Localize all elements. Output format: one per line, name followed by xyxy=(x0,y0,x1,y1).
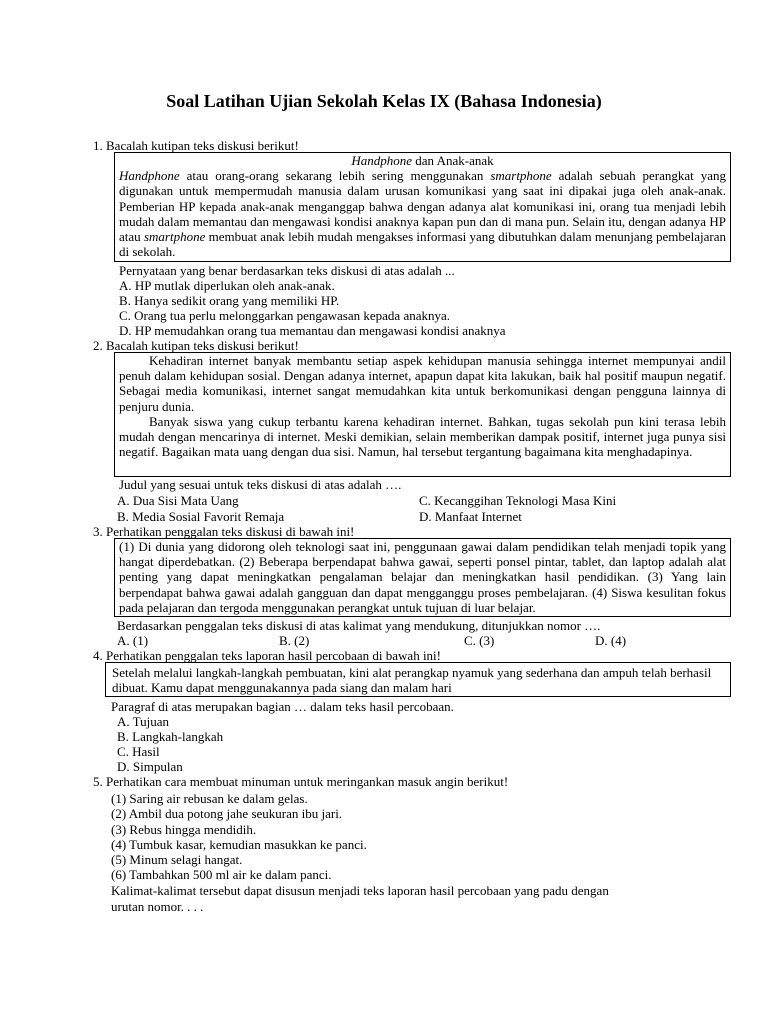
q5-question-line-2: urutan nomor. . . . xyxy=(111,899,204,914)
q1-question: Pernyataan yang benar berdasarkan teks diskusi di atas adalah ... xyxy=(119,263,455,278)
q5-step-3: (3) Rebus hingga mendidih. xyxy=(111,822,257,837)
q1-option-c[interactable]: C. Orang tua perlu melonggarkan pengawasan kepada anaknya. xyxy=(119,308,451,323)
q2-paragraph-1: Kehadiran internet banyak membantu setiap aspek kehidupan manusia sehingga internet mempunyai andil penuh dalam kehidupan sosial. Dengan adanya internet, apapun dapat kita lakukan, baik hal positif maupun negatif. Sebagai media komunikasi, internet sangat memudahkan kita untuk berkomunikasi dengan pengguna lainnya di penjuru dunia. xyxy=(119,353,726,414)
q4-option-b[interactable]: B. Langkah-langkah xyxy=(117,729,224,744)
q5-step-2: (2) Ambil dua potong jahe seukuran ibu jari. xyxy=(111,806,343,821)
q3-option-d[interactable]: D. (4) xyxy=(595,633,627,648)
page-title: Soal Latihan Ujian Sekolah Kelas IX (Bahasa Indonesia) xyxy=(166,91,602,111)
q5-prompt: 5. Perhatikan cara membuat minuman untuk meringankan masuk angin berikut! xyxy=(93,774,509,789)
q2-passage-box xyxy=(114,352,731,477)
q1-option-b[interactable]: B. Hanya sedikit orang yang memiliki HP. xyxy=(119,293,340,308)
q5-question-line-1: Kalimat-kalimat tersebut dapat disusun menjadi teks laporan hasil percobaan yang padu dengan xyxy=(111,883,609,898)
q3-prompt: 3. Perhatikan penggalan teks diskusi di bawah ini! xyxy=(93,524,355,539)
q5-step-4: (4) Tumbuk kasar, kemudian masukkan ke panci. xyxy=(111,837,367,852)
q2-paragraph-2: Banyak siswa yang cukup terbantu karena kehadiran internet. Bahkan, tugas sekolah pun kini terasa lebih mudah dengan mencarinya di internet. Meski demikian, selain memberikan dampak positif, internet juga punya sisi negatif. Bagaikan mata uang dengan dua sisi. Namun, hal tersebut tergantung bagaimana kita menghadapinya. xyxy=(119,413,726,460)
q3-option-b[interactable]: B. (2) xyxy=(279,633,310,648)
q2-prompt: 2. Bacalah kutipan teks diskusi berikut! xyxy=(93,338,299,353)
q2-option-c[interactable]: C. Kecanggihan Teknologi Masa Kini xyxy=(419,493,617,508)
q3-passage-text: (1) Di dunia yang didorong oleh teknologi saat ini, penggunaan gawai dalam pendidikan telah menjadi topik yang hangat diperdebatkan. (2) Beberapa berpendapat bahwa gawai, seperti ponsel pintar, tablet, dan laptop adalah alat penting yang dapat meningkatkan pengalaman belajar dan meningkatkan hasil pendidikan. (3) Yang lain berpendapat bahwa gawai adalah gangguan dan dapat mengganggu proses pembelajaran. (4) Siswa kesulitan fokus pada pelajaran dan tergoda menggunakan perangkat untuk tujuan di luar belajar. xyxy=(119,539,726,615)
q1-passage-title: Handphone dan Anak-anak xyxy=(351,153,494,168)
q5-step-5: (5) Minum selagi hangat. xyxy=(111,852,243,867)
q1-option-a[interactable]: A. HP mutlak diperlukan oleh anak-anak. xyxy=(119,278,335,293)
q4-prompt: 4. Perhatikan penggalan teks laporan hasil percobaan di bawah ini! xyxy=(93,648,441,663)
q1-passage-box xyxy=(114,152,731,262)
q1-prompt: 1. Bacalah kutipan teks diskusi berikut! xyxy=(93,138,299,153)
q3-option-a[interactable]: A. (1) xyxy=(117,633,149,648)
q4-option-a[interactable]: A. Tujuan xyxy=(117,714,170,729)
q3-option-c[interactable]: C. (3) xyxy=(464,633,495,648)
q2-question: Judul yang sesuai untuk teks diskusi di atas adalah …. xyxy=(119,477,402,492)
q3-question: Berdasarkan penggalan teks diskusi di atas kalimat yang mendukung, ditunjukkan nomor …. xyxy=(117,618,601,633)
q4-option-c[interactable]: C. Hasil xyxy=(117,744,160,759)
q1-option-d[interactable]: D. HP memudahkan orang tua memantau dan mengawasi kondisi anaknya xyxy=(119,323,506,338)
q4-passage-box xyxy=(105,662,731,697)
q4-question: Paragraf di atas merupakan bagian … dalam teks hasil percobaan. xyxy=(111,699,454,714)
q3-passage-box xyxy=(114,538,731,617)
q4-option-d[interactable]: D. Simpulan xyxy=(117,759,183,774)
q2-option-d[interactable]: D. Manfaat Internet xyxy=(419,509,522,524)
q2-option-b[interactable]: B. Media Sosial Favorit Remaja xyxy=(117,509,285,524)
q2-option-a[interactable]: A. Dua Sisi Mata Uang xyxy=(117,493,239,508)
q4-passage-text: Setelah melalui langkah-langkah pembuatan, kini alat perangkap nyamuk yang sederhana dan ampuh telah berhasil dibuat. Kamu dapat menggunakannya pada siang dan malam hari xyxy=(112,665,712,696)
q1-passage-text: Handphone atau orang-orang sekarang lebih sering menggunakan smartphone adalah sebuah perangkat yang digunakan untuk mempermudah manusia dalam urusan komunikasi yang saat ini dipakai juga oleh anak-anak. Pemberian HP kepada anak-anak menganggap bahwa dengan adanya alat komunikasi ini, orang tua menjadi lebih mudah dalam memantau dan mengawasi kondisi anaknya kapan pun dan di mana pun. Selain itu, dengan adanya HP atau smartphone membuat anak lebih mudah mengakses informasi yang dibutuhkan dalam menunjang pembelajaran di sekolah. xyxy=(119,168,726,260)
q5-step-6: (6) Tambahkan 500 ml air ke dalam panci. xyxy=(111,867,332,882)
q5-step-1: (1) Saring air rebusan ke dalam gelas. xyxy=(111,791,308,806)
